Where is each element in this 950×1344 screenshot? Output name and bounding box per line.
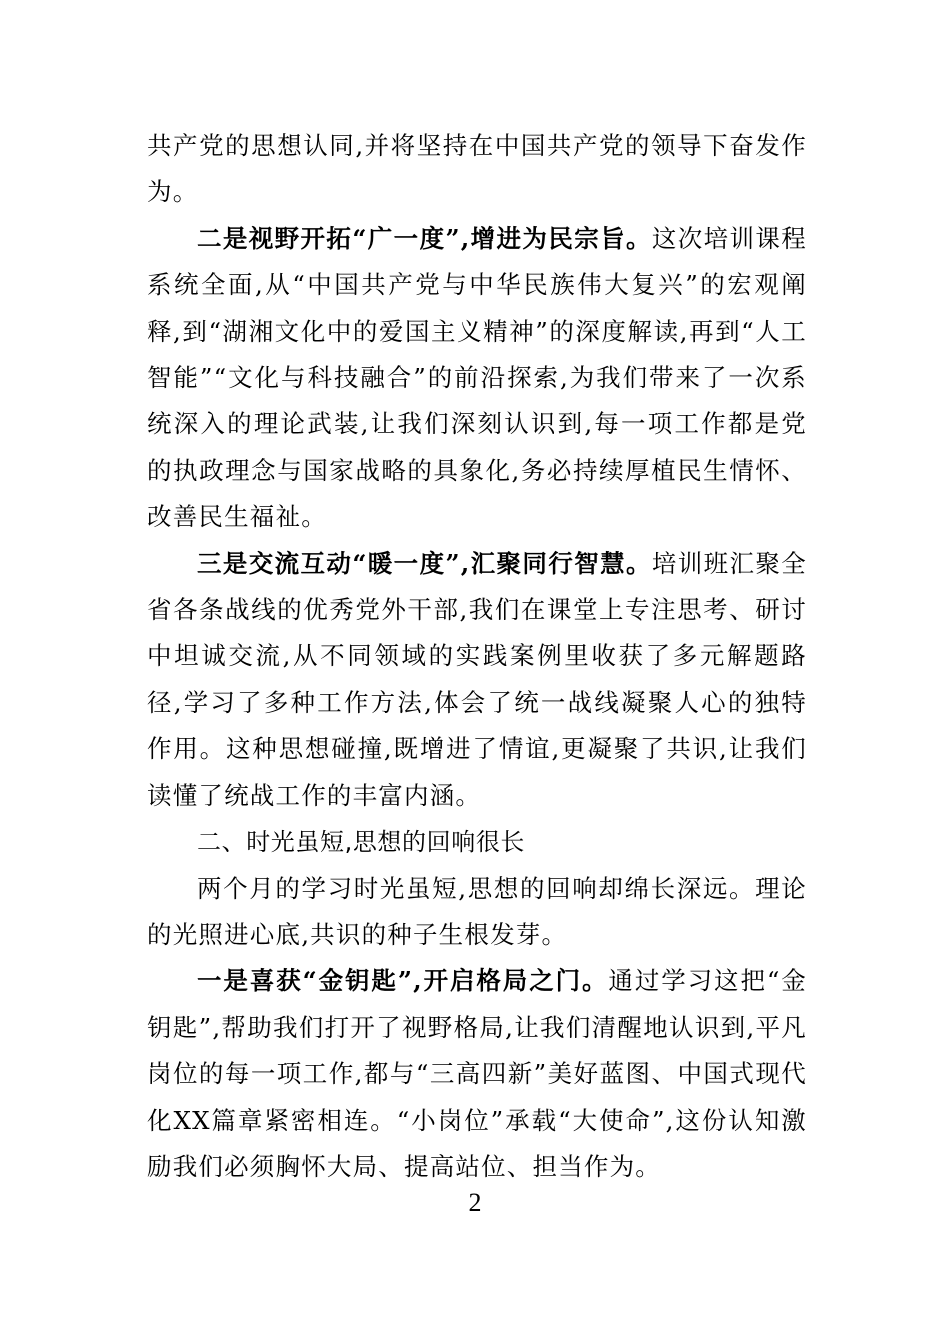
- paragraph-intro: [147, 866, 807, 959]
- paragraph-point-two: [147, 216, 807, 541]
- paragraph-continuation: [147, 123, 807, 216]
- paragraph-point-one: [147, 958, 807, 1190]
- page-number: 2: [468, 1188, 482, 1217]
- paragraph-text: 共产党的思想认同,并将坚持在中国共产党的领导下奋发作为。: [147, 131, 807, 207]
- paragraph-point-three: [147, 541, 807, 819]
- paragraph-text: 两个月的学习时光虽短,思想的回响却绵长深远。理论的光照进心底,共识的种子生根发芽。: [147, 873, 807, 949]
- paragraph-text: 通过学习这把“金钥匙”,帮助我们打开了视野格局,让我们清醒地认识到,平凡岗位的每一项工作,都与“三高四新”美好蓝图、中国式现代化XX篇章紧密相连。“小岗位”承载“大使命”,这份认知激励我们必须胸怀大局、提高站位、担当作为。: [147, 966, 807, 1181]
- paragraph-lead: 一是喜获“金钥匙”,开启格局之门。: [197, 966, 609, 996]
- paragraph-lead: 二是视野开拓“广一度”,增进为民宗旨。: [197, 223, 652, 253]
- paragraph-text: 培训班汇聚全省各条战线的优秀党外干部,我们在课堂上专注思考、研讨中坦诚交流,从不同领域的实践案例里收获了多元解题路径,学习了多种工作方法,体会了统一战线凝聚人心的独特作用。这种思想碰撞,既增进了情谊,更凝聚了共识,让我们读懂了统战工作的丰富内涵。: [147, 548, 808, 810]
- section-heading-text: 二、时光虽短,思想的回响很长: [197, 828, 526, 857]
- section-heading: [147, 819, 807, 865]
- paragraph-text: 这次培训课程系统全面,从“中国共产党与中华民族伟大复兴”的宏观阐释,到“湖湘文化中的爱国主义精神”的深度解读,再到“人工智能”“文化与科技融合”的前沿探索,为我们带来了一次系统深入的理论武装,让我们深刻认识到,每一项工作都是党的执政理念与国家战略的具象化,务必持续厚植民生情怀、改善民生福祉。: [147, 223, 808, 532]
- document-body: [147, 123, 807, 1190]
- paragraph-lead: 三是交流互动“暖一度”,汇聚同行智慧。: [197, 548, 652, 578]
